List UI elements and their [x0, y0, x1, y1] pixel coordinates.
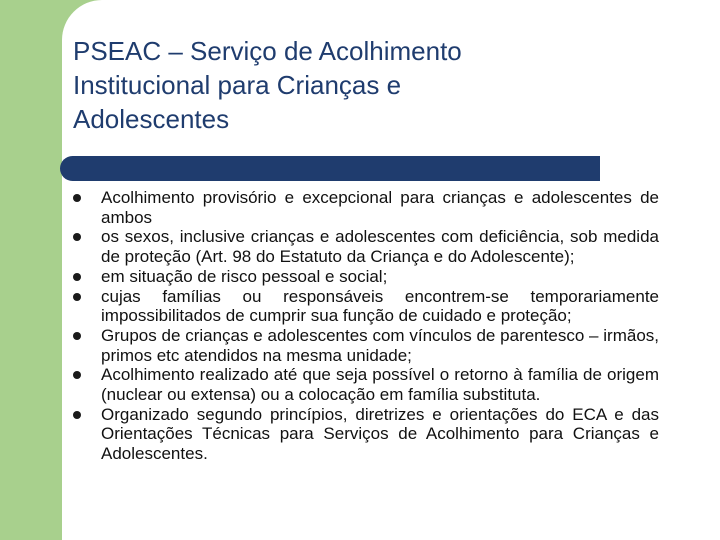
list-item-text: em situação de risco pessoal e social;	[101, 266, 388, 286]
title-divider-bar	[60, 156, 600, 181]
list-item	[73, 188, 659, 227]
list-item-text: Acolhimento realizado até que seja possível o retorno à família de origem (nuclear ou extensa) ou a colocação em família substituta.	[101, 365, 659, 405]
bullet-icon	[73, 233, 81, 241]
list-item	[73, 287, 659, 326]
list-item-text: Organizado segundo princípios, diretrizes e orientações do ECA e das Orientações Técnicas para Serviços de Acolhimento para Crianças e Adolescentes.	[101, 404, 659, 464]
list-item	[73, 405, 659, 464]
title-line: Adolescentes	[73, 104, 230, 134]
bullet-icon	[73, 332, 81, 340]
slide-title	[73, 34, 693, 136]
bullet-icon	[73, 293, 81, 301]
title-line: PSEAC – Serviço de Acolhimento	[73, 36, 462, 66]
bullet-icon	[73, 371, 81, 379]
list-item	[73, 267, 659, 287]
bullet-icon	[73, 411, 81, 419]
bullet-list	[73, 188, 659, 464]
list-item	[73, 227, 659, 266]
title-line: Institucional para Crianças e	[73, 70, 402, 100]
list-item-text: Grupos de crianças e adolescentes com vínculos de parentesco – irmãos, primos etc atendidos na mesma unidade;	[101, 325, 659, 365]
list-item-text: cujas famílias ou responsáveis encontrem-se temporariamente impossibilitados de cumprir sua função de cuidado e proteção;	[101, 286, 659, 326]
list-item	[73, 326, 659, 365]
list-item	[73, 365, 659, 404]
bullet-icon	[73, 194, 81, 202]
bullet-icon	[73, 273, 81, 281]
list-item-text: os sexos, inclusive crianças e adolescentes com deficiência, sob medida de proteção (Art. 98 do Estatuto da Criança e do Adolescente);	[101, 227, 659, 267]
list-item-text: Acolhimento provisório e excepcional para crianças e adolescentes de ambos	[101, 188, 659, 227]
